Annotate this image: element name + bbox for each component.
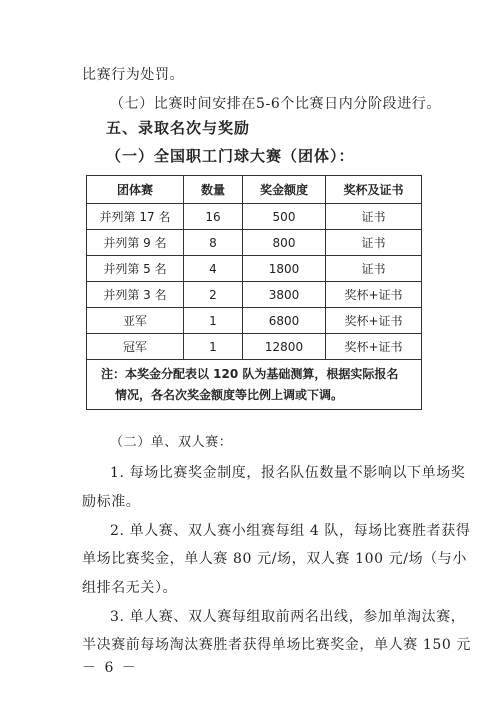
table-row <box>87 256 422 282</box>
prize-table <box>86 175 422 410</box>
section-heading: 五、录取名次与奖励 <box>106 119 251 137</box>
subsection-heading: （一）全国职工门球大赛（团体）： <box>106 147 355 165</box>
table-cell: 8 <box>184 230 243 256</box>
table-row <box>87 204 422 230</box>
column-header: 奖金额度 <box>243 176 326 204</box>
table-cell: 500 <box>243 204 326 230</box>
paragraph-line: 1. 每场比赛奖金制度，报名队伍数量不影响以下单场奖 <box>110 465 466 481</box>
page-number: － 6 － <box>82 660 138 676</box>
table-cell: 冠军 <box>87 334 184 360</box>
table-cell: 并列第 3 名 <box>87 282 184 308</box>
table-cell: 2 <box>184 282 243 308</box>
table-cell: 800 <box>243 230 326 256</box>
table-row <box>87 334 422 360</box>
table-note-line: 注：本奖金分配表以 120 队为基础测算，根据实际报名 <box>101 367 399 381</box>
table-note-row <box>87 360 422 410</box>
table-cell: 奖杯+证书 <box>326 308 422 334</box>
table-cell: 并列第 17 名 <box>87 204 184 230</box>
table-row <box>87 308 422 334</box>
table-header-row <box>87 176 422 204</box>
column-header: 奖杯及证书 <box>326 176 422 204</box>
table-cell: 奖杯+证书 <box>326 282 422 308</box>
paragraph-line: 半决赛前每场淘汰赛胜者获得单场比赛奖金，单人赛 150 元 <box>82 637 472 653</box>
table-cell: 奖杯+证书 <box>326 334 422 360</box>
table-cell: 4 <box>184 256 243 282</box>
table-cell: 3800 <box>243 282 326 308</box>
subsection-heading: （二）单、双人赛： <box>110 435 233 450</box>
paragraph-line: 3. 单人赛、双人赛每组取前两名出线，参加单淘汰赛， <box>110 609 466 625</box>
table-cell: 6800 <box>243 308 326 334</box>
paragraph-line: 比赛行为处罚。 <box>82 67 185 83</box>
table-cell: 16 <box>184 204 243 230</box>
table-row <box>87 282 422 308</box>
table-row <box>87 230 422 256</box>
paragraph-line: 2. 单人赛、双人赛小组赛每组 4 队，每场比赛胜者获得 <box>110 523 471 539</box>
table-cell: 证书 <box>326 230 422 256</box>
table-cell: 1 <box>184 308 243 334</box>
table-cell: 并列第 9 名 <box>87 230 184 256</box>
table-cell: 12800 <box>243 334 326 360</box>
paragraph-line: （七）比赛时间安排在5-6个比赛日内分阶段进行。 <box>110 96 441 112</box>
table-cell: 证书 <box>326 256 422 282</box>
table-cell: 1 <box>184 334 243 360</box>
paragraph-line: 组排名无关）。 <box>82 580 178 596</box>
column-header: 团体赛 <box>87 176 184 204</box>
column-header: 数量 <box>184 176 243 204</box>
paragraph-line: 单场比赛奖金，单人赛 80 元/场，双人赛 100 元/场（与小 <box>82 551 467 567</box>
paragraph-line: 励标准。 <box>82 494 141 510</box>
table-cell: 证书 <box>326 204 422 230</box>
table-cell: 并列第 5 名 <box>87 256 184 282</box>
table-note-line: 情况，各名次奖金额度等比例上调或下调。 <box>115 388 344 402</box>
table-cell: 亚军 <box>87 308 184 334</box>
table-note <box>87 360 422 410</box>
table-cell: 1800 <box>243 256 326 282</box>
